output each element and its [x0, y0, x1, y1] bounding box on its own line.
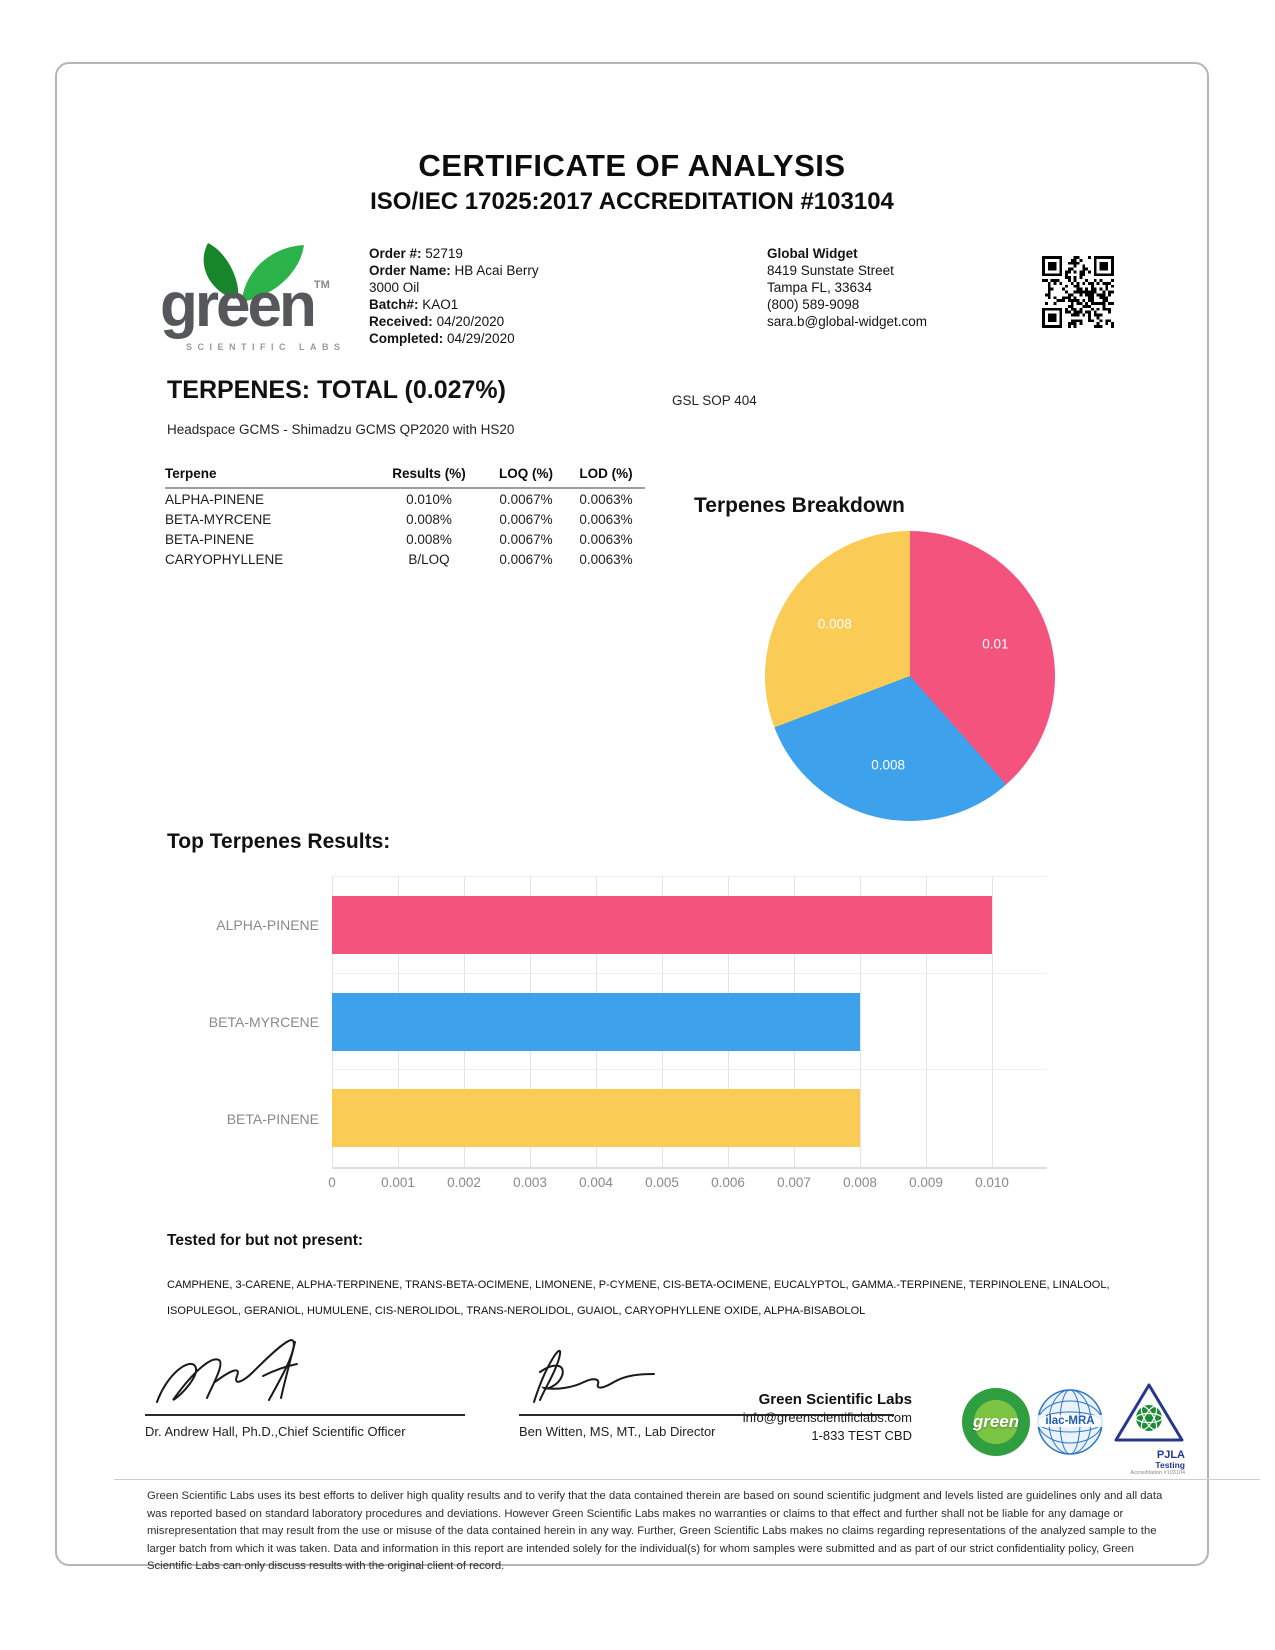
bar [332, 993, 860, 1051]
terpene-value-cell: 0.0067% [499, 512, 553, 527]
pie-chart [765, 531, 1055, 821]
bar [332, 896, 992, 954]
table-row [165, 549, 645, 569]
x-tick-label: 0.004 [579, 1175, 613, 1190]
certificate-card [55, 62, 1209, 1572]
x-tick-label: 0.005 [645, 1175, 679, 1190]
terpene-value-cell: 0.0063% [579, 552, 633, 567]
sop-reference: GSL SOP 404 [672, 393, 757, 408]
pie-chart-title: Terpenes Breakdown [694, 494, 905, 517]
bar-chart [169, 876, 1049, 1193]
pie-slice-label: 0.008 [817, 616, 852, 632]
lab-phone: 1-833 TEST CBD [811, 1428, 912, 1443]
col-results: Results (%) [373, 466, 485, 488]
signature-chief-scientific-officer [145, 1332, 405, 1416]
x-tick-label: 0 [328, 1175, 336, 1190]
trademark-symbol: TM [313, 279, 330, 291]
green-badge-label: green [972, 1412, 1020, 1431]
terpene-value-cell: B/LOQ [408, 552, 450, 567]
col-loq: LOQ (%) [485, 466, 567, 488]
terpene-value-cell: 0.0063% [579, 532, 633, 547]
bar-category-label: BETA-PINENE [226, 1110, 319, 1127]
x-tick-label: 0.007 [777, 1175, 811, 1190]
completed-date: Completed: 04/29/2020 [369, 331, 515, 346]
order-number: Order #: 52719 [369, 246, 463, 261]
client-phone: (800) 589-9098 [767, 297, 860, 312]
signature-line-left [145, 1414, 465, 1416]
bar-category-label: BETA-MYRCENE [208, 1013, 319, 1030]
bar-track [332, 876, 1047, 974]
terpene-value-cell: 0.0067% [499, 552, 553, 567]
received-date: Received: 04/20/2020 [369, 314, 505, 329]
x-tick-label: 0.003 [513, 1175, 547, 1190]
logo-subtext: SCIENTIFIC LABS [186, 342, 346, 352]
order-name-line2: 3000 Oil [369, 280, 420, 295]
pjla-accreditation-text: Accreditation #103104 [1130, 1470, 1185, 1476]
terpene-value-cell: 0.0067% [499, 492, 553, 507]
terpene-name-cell: BETA-PINENE [165, 532, 255, 547]
pie-slice-label: 0.008 [871, 757, 906, 773]
x-tick-label: 0.008 [843, 1175, 877, 1190]
terpene-name-cell: CARYOPHYLLENE [165, 552, 284, 567]
ilac-mra-badge [1036, 1388, 1104, 1456]
order-info [369, 245, 539, 347]
qr-code [1042, 256, 1114, 328]
pjla-sublabel: Testing [1155, 1460, 1185, 1470]
terpene-value-cell: 0.010% [406, 492, 452, 507]
terpene-results-table [165, 466, 645, 569]
terpene-value-cell: 0.008% [406, 512, 452, 527]
terpene-value-cell: 0.0067% [499, 532, 553, 547]
table-header-row [165, 466, 645, 488]
page-title: CERTIFICATE OF ANALYSIS [418, 148, 846, 183]
green-certified-badge [962, 1388, 1030, 1456]
table-row [165, 488, 645, 509]
terpene-table-body [165, 488, 645, 569]
bar-row [169, 1070, 1049, 1167]
bar [332, 1089, 860, 1147]
table-row [165, 509, 645, 529]
tested-not-present-heading: Tested for but not present: [167, 1232, 364, 1249]
terpene-name-cell: ALPHA-PINENE [165, 492, 265, 507]
bar-row [169, 876, 1049, 973]
bar-track [332, 1069, 1047, 1169]
bar-row [169, 973, 1049, 1070]
col-lod: LOD (%) [567, 466, 645, 488]
ilac-mra-label: ilac-MRA [1036, 1415, 1104, 1427]
lab-name: Green Scientific Labs [758, 1391, 912, 1408]
client-email: sara.b@global-widget.com [767, 314, 928, 329]
pjla-badge [1109, 1382, 1185, 1478]
col-terpene: Terpene [165, 466, 373, 488]
bar-chart-title: Top Terpenes Results: [167, 830, 391, 853]
logo-wordmark: green™ [160, 271, 330, 340]
bar-track [332, 973, 1047, 1071]
bar-chart-ticks [328, 1167, 1047, 1193]
client-info [767, 245, 927, 330]
terpene-name-cell: BETA-MYRCENE [165, 512, 272, 527]
bar-chart-rows [169, 876, 1049, 1167]
green-scientific-labs-logo [160, 247, 390, 352]
x-tick-label: 0.010 [975, 1175, 1009, 1190]
footer-separator [114, 1479, 1260, 1480]
batch-number: Batch#: KAO1 [369, 297, 459, 312]
lab-contact-block [662, 1390, 912, 1445]
x-tick-label: 0.009 [909, 1175, 943, 1190]
pjla-label: PJLA [1156, 1449, 1185, 1461]
x-tick-label: 0.001 [381, 1175, 415, 1190]
table-row [165, 529, 645, 549]
bar-category-label: ALPHA-PINENE [216, 916, 319, 933]
x-tick-label: 0.002 [447, 1175, 481, 1190]
terpene-value-cell: 0.0063% [579, 492, 633, 507]
signer-name-left: Dr. Andrew Hall, Ph.D.,Chief Scientific Officer [145, 1424, 406, 1439]
client-name: Global Widget [767, 246, 858, 261]
client-address-1: 8419 Sunstate Street [767, 263, 894, 278]
disclaimer-text: Green Scientific Labs uses its best efforts to deliver high quality results and to verify that the data contained therein are based on sound scientific judgment and levels listed are guidelines only and all data was reported based on standard laboratory procedures and deviations. However Green Scientific Labs makes no warranties or claims to that effect and further shall not be liable for any damage or misrepresentation that may result from the use or misuse of the data contained herein in any way. Further, Green Scientific Labs makes no claims regarding representations of the analyzed sample to the larger batch from which it was taken. Data and information in this report are intended solely for the individual(s) for whom samples were submitted and as part of our strict confidentiality policy, Green Scientific Labs can only discuss results with the original client of record. [147, 1490, 1163, 1572]
terpene-value-cell: 0.008% [406, 532, 452, 547]
lab-email: info@greenscientificlabs.com [742, 1410, 912, 1425]
signer-name-right: Ben Witten, MS, MT., Lab Director [519, 1424, 716, 1439]
pjla-triangle-icon [1113, 1382, 1185, 1444]
order-name: Order Name: HB Acai Berry [369, 263, 539, 278]
section-title-terpenes: TERPENES: TOTAL (0.027%) [167, 376, 506, 404]
x-tick-label: 0.006 [711, 1175, 745, 1190]
terpene-value-cell: 0.0063% [579, 512, 633, 527]
pie-slice-label: 0.01 [982, 636, 1009, 652]
accreditation-subtitle: ISO/IEC 17025:2017 ACCREDITATION #103104 [370, 188, 894, 215]
method-description: Headspace GCMS - Shimadzu GCMS QP2020 with HS20 [167, 422, 515, 437]
tested-not-present-list: CAMPHENE, 3-CARENE, ALPHA-TERPINENE, TRANS-BETA-OCIMENE, LIMONENE, P-CYMENE, CIS-BETA-OCIMENE, EUCALYPTOL, GAMMA.-TERPINENE, TERPINOLENE, LINALOOL, ISOPULEGOL, GERANIOL, HUMULENE, CIS-NEROLIDOL, TRANS-NEROLIDOL, GUAIOL, CARYOPHYLLENE OXIDE, ALPHA-BISABOLOL [167, 1279, 1110, 1317]
client-address-2: Tampa FL, 33634 [767, 280, 873, 295]
